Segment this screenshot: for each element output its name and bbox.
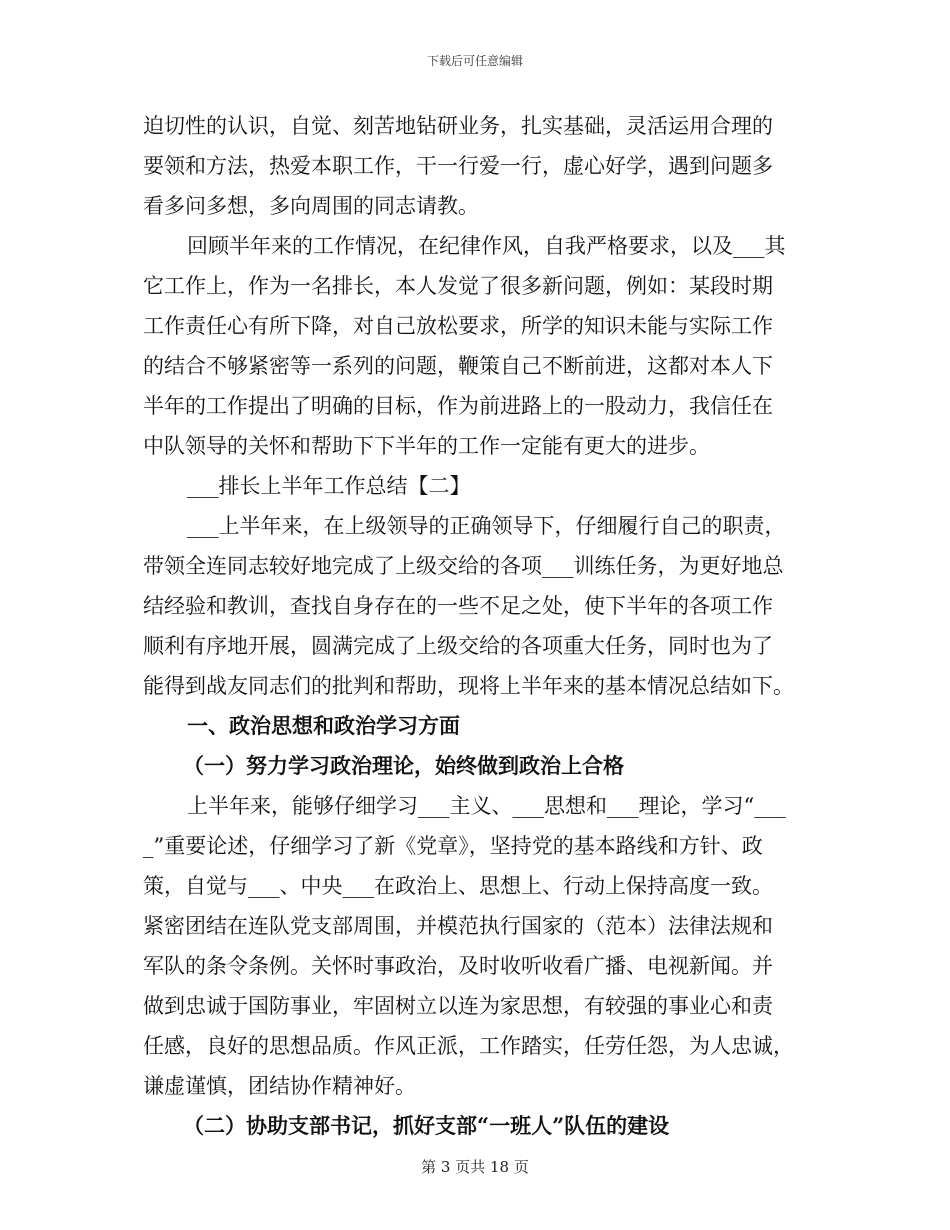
paragraph-start-line: 回顾半年来的工作情况，在纪律作风，自我严格要求，以及___其 xyxy=(187,234,786,258)
text-line: 它工作上，作为一名排长，本人发觉了很多新问题，例如：某段时期 xyxy=(143,274,773,298)
text-line: 能得到战友同志们的批判和帮助，现将上半年来的基本情况总结如下。 xyxy=(143,674,794,698)
heading-level-1: 一、政治思想和政治学习方面 xyxy=(187,713,460,738)
text-line: 要领和方法，热爱本职工作，干一行爱一行，虚心好学，遇到问题多 xyxy=(143,154,773,178)
heading-level-2: （一）努力学习政治理论，始终做到政治上合格 xyxy=(183,753,624,778)
text-line: 迫切性的认识，自觉、刻苦地钻研业务，扎实基础，灵活运用合理的 xyxy=(143,114,773,138)
text-line: 策，自觉与___、中央___在政治上、思想上、行动上保持高度一致。 xyxy=(143,874,773,898)
paragraph-start-line: ___上半年来，在上级领导的正确领导下，仔细履行自己的职责， xyxy=(187,514,786,538)
section-title: ___排长上半年工作总结【二】 xyxy=(187,474,471,498)
text-line: 半年的工作提出了明确的目标，作为前进路上的一股动力，我信任在 xyxy=(143,394,773,418)
text-line: 任感，良好的思想品质。作风正派，工作踏实，任劳任怨，为人忠诚， xyxy=(143,1034,794,1058)
heading-level-2: （二）协助支部书记，抓好支部“一班人”队伍的建设 xyxy=(183,1113,670,1138)
paragraph-start-line: 上半年来，能够仔细学习___主义、___思想和___理论，学习“___ xyxy=(187,794,786,818)
text-line: 紧密团结在连队党支部周围，并模范执行国家的（范本）法律法规和 xyxy=(143,914,773,938)
document-body xyxy=(143,106,808,1146)
text-line: 结经验和教训，查找自身存在的一些不足之处，使下半年的各项工作 xyxy=(143,594,773,618)
text-line: 看多问多想，多向周围的同志请教。 xyxy=(143,194,479,218)
text-line: _”重要论述，仔细学习了新《党章》，坚持党的基本路线和方针、政 xyxy=(143,834,763,858)
text-line: 中队领导的关怀和帮助下下半年的工作一定能有更大的进步。 xyxy=(143,434,710,458)
text-line: 顺利有序地开展，圆满完成了上级交给的各项重大任务，同时也为了 xyxy=(143,634,773,658)
page-header: 下载后可任意编辑 xyxy=(426,54,523,68)
page-footer: 第 3 页共 18 页 xyxy=(421,1158,529,1176)
text-line: 做到忠诚于国防事业，牢固树立以连为家思想，有较强的事业心和责 xyxy=(143,994,773,1018)
text-line: 军队的条令条例。关怀时事政治，及时收听收看广播、电视新闻。并 xyxy=(143,954,773,978)
text-line: 工作责任心有所下降，对自己放松要求，所学的知识未能与实际工作 xyxy=(143,314,773,338)
text-line: 的结合不够紧密等一系列的问题，鞭策自己不断前进，这都对本人下 xyxy=(143,354,773,378)
text-line: 谦虚谨慎，团结协作精神好。 xyxy=(143,1074,416,1098)
text-line: 带领全连同志较好地完成了上级交给的各项___训练任务，为更好地总 xyxy=(143,554,784,578)
